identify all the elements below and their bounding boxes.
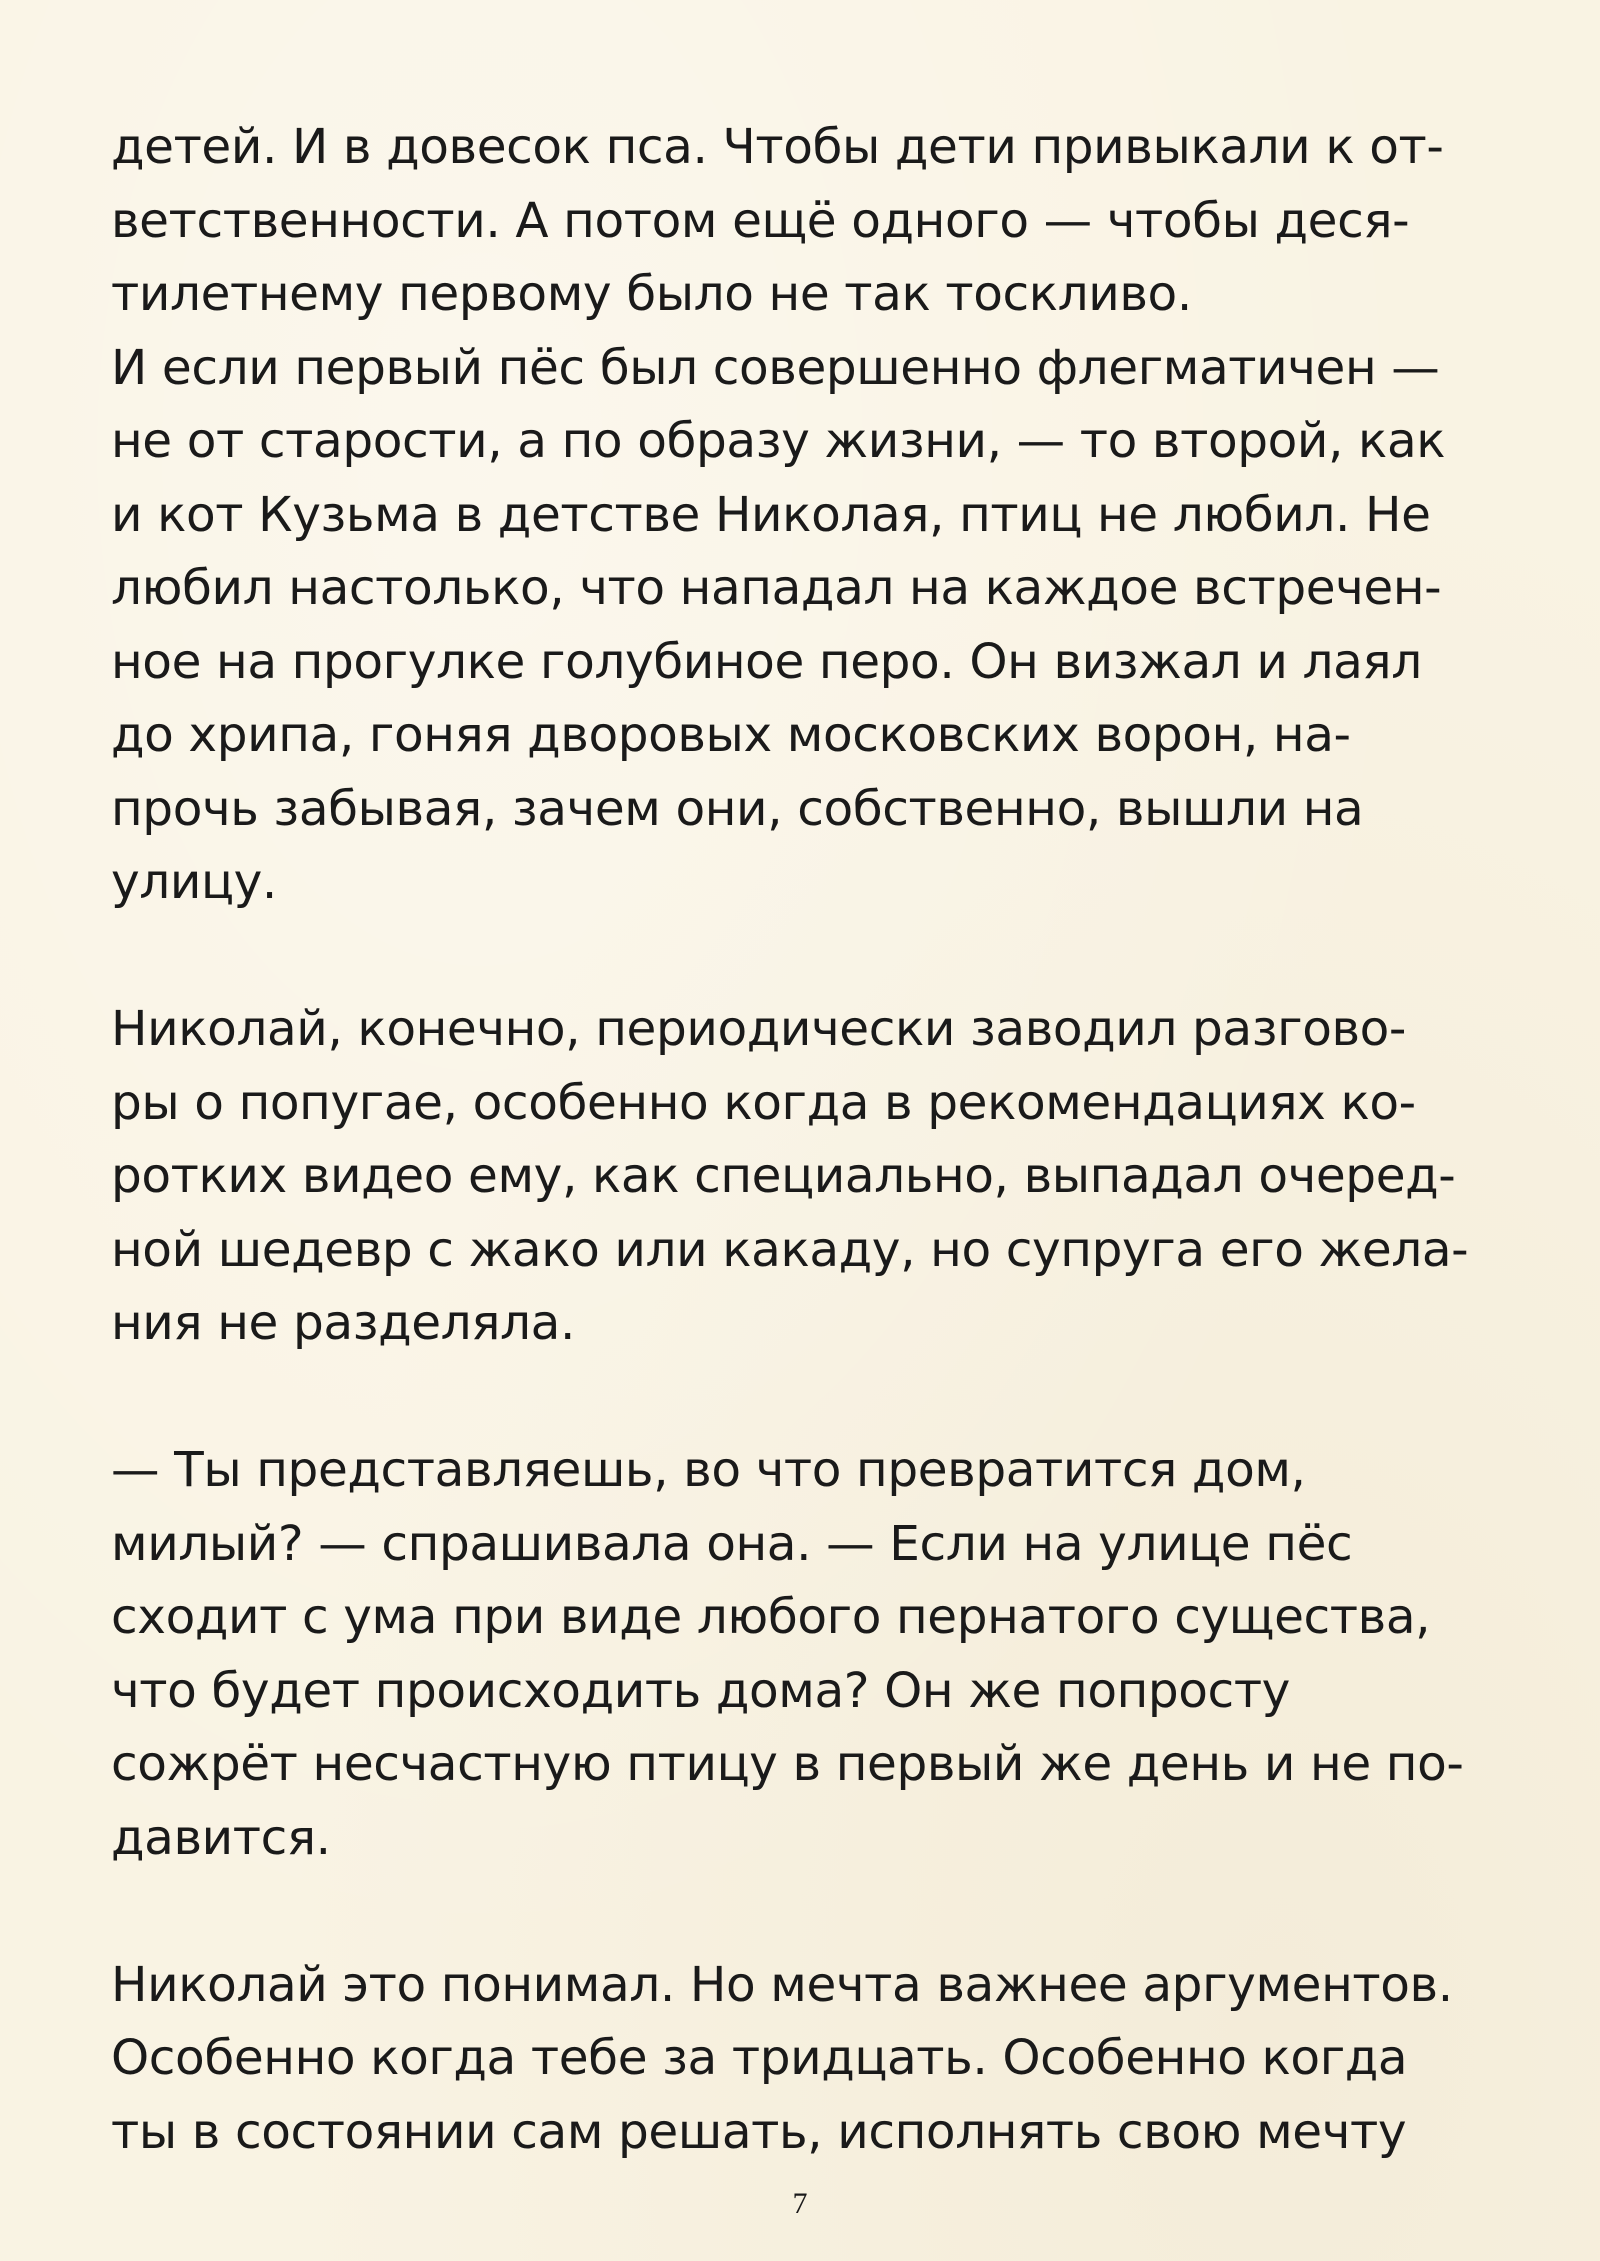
text-line: до хрипа, гоняя дворовых московских ворон, на- (111, 707, 1351, 763)
text-line: улицу. (111, 854, 277, 910)
body-text (111, 111, 1501, 2169)
text-line: сожрёт несчастную птицу в первый же день и не по- (111, 1736, 1464, 1792)
page-number: 7 (792, 2187, 808, 2220)
text-line: ветственности. А потом ещё одного — чтобы деся- (111, 192, 1410, 249)
text-line: детей. И в довесок пса. Чтобы дети привыкали к от- (111, 119, 1444, 175)
text-line: милый? — спрашивала она. — Если на улице пёс (111, 1515, 1353, 1572)
text-line: ры о попугае, особенно когда в рекомендациях ко- (111, 1074, 1416, 1131)
text-line: что будет происходить дома? Он же попросту (111, 1662, 1290, 1719)
text-line: Николай, конечно, периодически заводил разгово- (111, 1001, 1407, 1057)
text-line: прочь забывая, зачем они, собственно, вышли на (111, 780, 1364, 837)
text-line: ной шедевр с жако или какаду, но супруга его жела- (111, 1221, 1469, 1278)
text-line: не от старости, а по образу жизни, — то второй, как (111, 413, 1446, 469)
paragraph-gap (111, 1875, 1501, 1949)
paragraph-gap (111, 920, 1501, 994)
text-line: ния не разделяла. (111, 1295, 575, 1351)
text-line: ное на прогулке голубиное перо. Он визжал и лаял (111, 633, 1422, 690)
text-line: И если первый пёс был совершенно флегматичен — (111, 339, 1440, 396)
text-line: — Ты представляешь, во что превратится дом, (111, 1442, 1306, 1498)
text-line: сходит с ума при виде любого пернатого существа, (111, 1589, 1431, 1645)
text-line: тилетнему первому было не так тоскливо. (111, 266, 1192, 322)
text-line: и кот Кузьма в детстве Николая, птиц не любил. Не (111, 486, 1431, 543)
text-line: ты в состоянии сам решать, исполнять свою мечту (111, 2103, 1407, 2160)
paragraph-gap (111, 1361, 1501, 1435)
text-line: любил настолько, что нападал на каждое встречен- (111, 560, 1442, 616)
text-line: ротких видео ему, как специально, выпадал очеред- (111, 1148, 1456, 1204)
text-line: Николай это понимал. Но мечта важнее аргументов. (111, 1956, 1453, 2013)
text-line: Особенно когда тебе за тридцать. Особенно когда (111, 2030, 1408, 2086)
text-line: давится. (111, 1809, 331, 1866)
